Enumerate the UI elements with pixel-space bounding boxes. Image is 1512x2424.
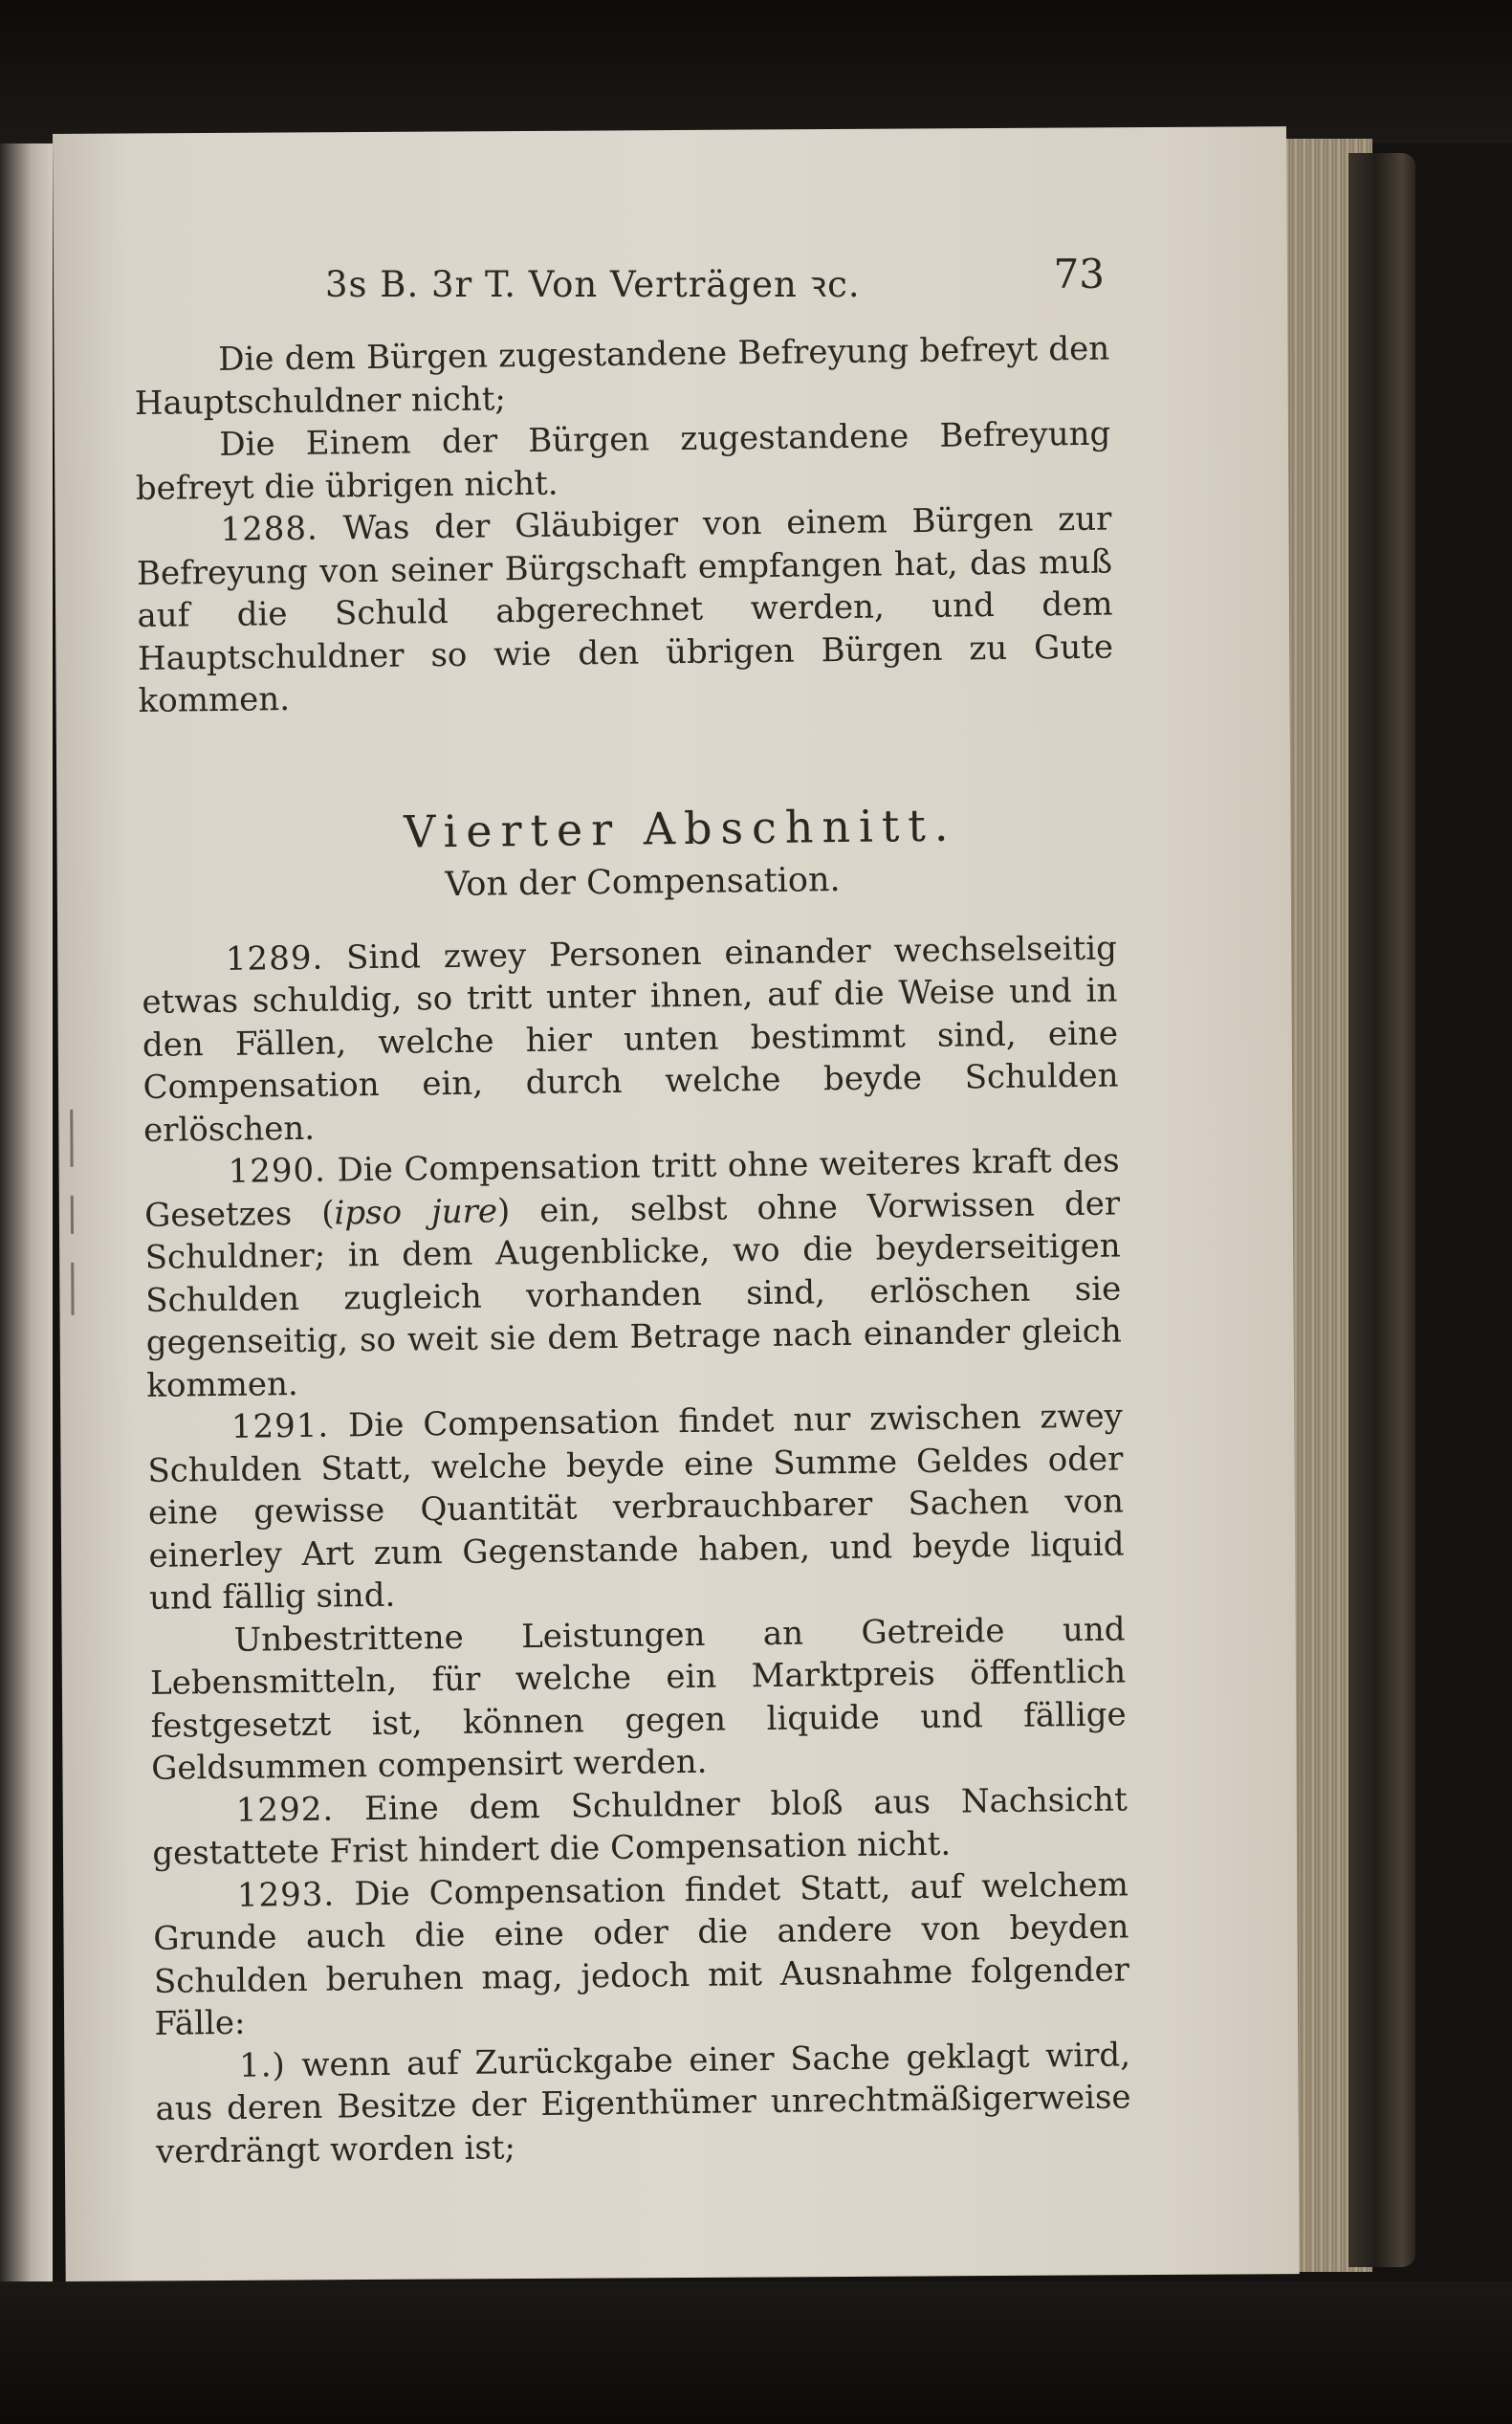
paragraph-1292 <box>152 1778 1129 1875</box>
paragraph-1288 <box>136 498 1114 723</box>
paragraph-text: ) ein, selbst ohne Vorwissen der Schuldner; in dem Augenblicke, wo die beyderseitigen Schulden zugleich vorhanden sind, erlöschen sie gegenseitig, so weit sie dem Betrage nach einander gleich kommen. <box>144 1183 1122 1405</box>
paragraph-text: Die Compensation findet Statt, auf welchem Grunde auch die eine oder die andere von beyden Schulden beruhen mag, jedoch mit Ausnahme folgender Fälle: <box>153 1864 1130 2043</box>
paragraph-text: Was der Gläubiger von einem Bürgen zur Befreyung von seiner Bürgschaft empfangen hat, das muß auf die Schuld abgerechnet werden, und dem Hauptschuldner so wie den übrigen Bürgen zu Gute kommen. <box>136 499 1114 720</box>
book-cover <box>1348 153 1415 2267</box>
background-top <box>0 0 1512 143</box>
paragraph-number: 1289. <box>225 938 324 979</box>
margin-mark <box>71 1263 74 1315</box>
paragraph-1290 <box>143 1139 1122 1406</box>
paragraph-text: Die Compensation tritt ohne weiteres kraft des Gesetzes ( <box>143 1141 1120 1235</box>
page-body <box>134 328 1131 2173</box>
background-bottom <box>0 2281 1512 2424</box>
margin-mark <box>70 1110 73 1167</box>
latin-phrase: ipso jure <box>334 1191 498 1233</box>
section-title: Vierter Abschnitt. <box>403 799 957 858</box>
paragraph-1289 <box>142 927 1120 1152</box>
margin-mark <box>71 1196 74 1234</box>
paragraph-number: 1292. <box>235 1790 335 1830</box>
paragraph-number: 1290. <box>228 1151 327 1191</box>
page-header <box>325 251 1105 308</box>
list-item <box>155 2034 1132 2173</box>
paragraph-text: Die Compensation findet nur zwischen zwey Schulden Statt, welche beyde eine Summe Geldes oder eine gewisse Quantität verbrauchbarer Sachen von einerley Art zum Gegenstande haben, und beyde liquid und fällig sind. <box>147 1397 1125 1618</box>
facing-page-edge <box>0 143 53 2286</box>
spacer <box>139 711 1115 813</box>
paragraph-1291 <box>147 1395 1126 1620</box>
running-head: 3s B. 3r T. Von Verträgen ꝛc. <box>325 264 861 305</box>
paragraph: Unbestrittene Leistungen an Getreide und Lebensmitteln, für welche ein Marktpreis öffentlich festgesetzt ist, können gegen liquide und fällige Geldsummen compensirt werden. <box>149 1609 1127 1788</box>
paragraph-number: 1291. <box>230 1406 330 1446</box>
paragraph-text: Sind zwey Personen einander wechselseitig etwas schuldig, so tritt unter ihnen, auf die Weise und in den Fällen, welche hier unten bestimmt sind, eine Compensation ein, durch welche beyde Schulden erlöschen. <box>142 928 1119 1150</box>
paragraph-1293 <box>153 1863 1130 2045</box>
section-subtitle: Von der Compensation. <box>445 861 841 905</box>
paragraph-number: 1293. <box>236 1875 336 1915</box>
list-item-number: 1.) <box>238 2045 287 2085</box>
paragraph-number: 1288. <box>220 509 319 549</box>
page-number: 73 <box>1053 251 1105 297</box>
paragraph: Die dem Bürgen zugestandene Befreyung befreyt den Hauptschuldner nicht; <box>134 329 1110 423</box>
paragraph-text: Eine dem Schuldner bloß aus Nachsicht gestattete Frist hindert die Compensation nicht. <box>152 1779 1128 1873</box>
list-item-text: wenn auf Zurückgabe einer Sache geklagt wird, aus deren Besitze der Eigenthümer unrechtmäßigerweise verdrängt worden ist; <box>155 2035 1131 2171</box>
paragraph: Die Einem der Bürgen zugestandene Befreyung befreyt die übrigen nicht. <box>135 414 1111 508</box>
